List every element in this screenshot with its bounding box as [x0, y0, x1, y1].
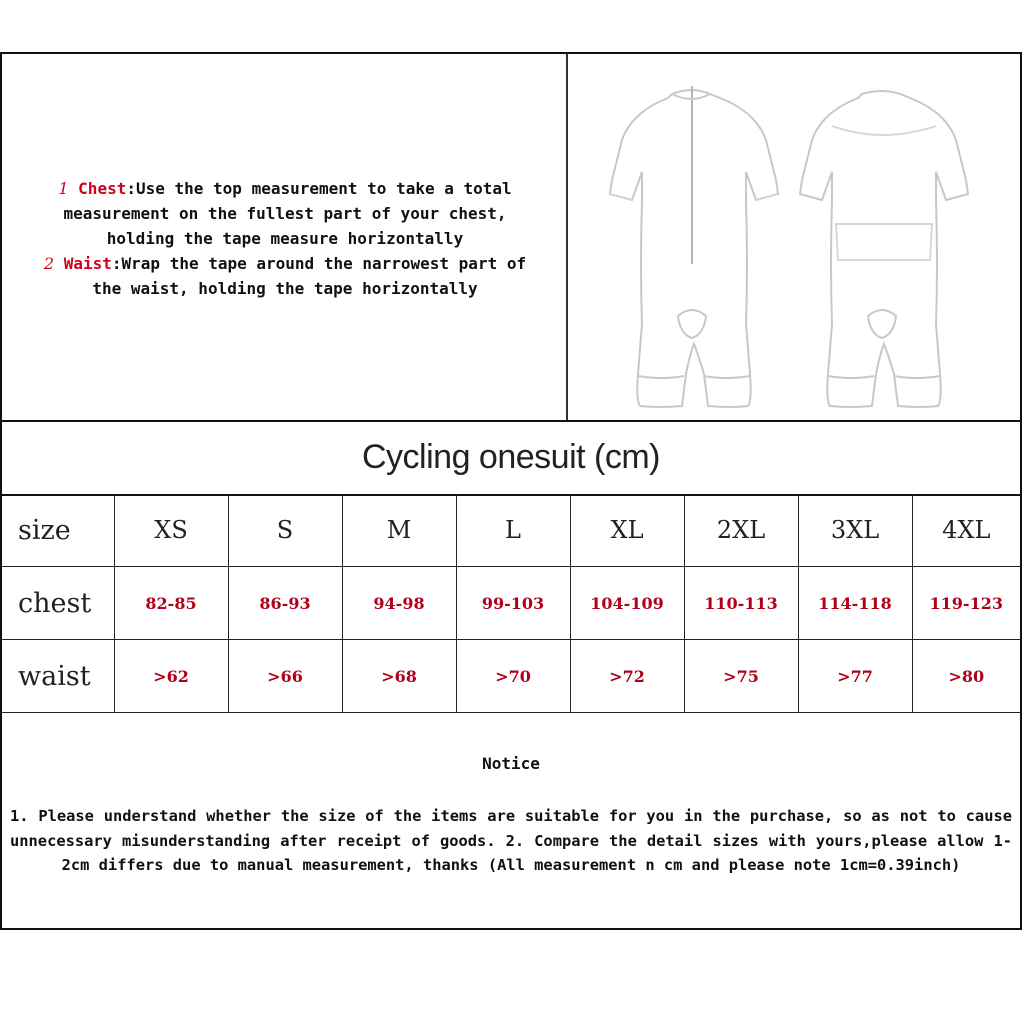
row-label-chest: chest	[2, 567, 114, 640]
chest-text-1: :Use the top measurement to take a total	[126, 179, 512, 198]
notice-title: Notice	[482, 754, 540, 773]
top-section	[2, 54, 1020, 422]
chart-title: Cycling onesuit (cm)	[362, 438, 660, 476]
size-header-2xl: 2XL	[684, 494, 798, 567]
product-images	[570, 54, 1020, 420]
waist-text-2: the waist, holding the tape horizontally	[92, 279, 478, 298]
chest-text-3: holding the tape measure horizontally	[106, 229, 464, 248]
waist-text-1: :Wrap the tape around the narrowest part of	[111, 254, 527, 273]
chest-number: 1	[58, 179, 69, 198]
notice-body: 1. Please understand whether the size of the items are suitable for you in the purchase, so as not to cause unnecessary misunderstanding after receipt of goods. 2. Compare the detail sizes with yours,please allow 1-2cm differs due to manual measurement, thanks (All measurement n cm and please note 1cm=0.39inch)	[10, 807, 1012, 874]
table-row-size	[2, 494, 1020, 567]
chest-value-m: 94-98	[342, 567, 456, 640]
chest-text-2: measurement on the fullest part of your chest,	[63, 204, 507, 223]
chest-value-4xl: 119-123	[912, 567, 1020, 640]
measurement-instructions	[2, 54, 568, 420]
onesuit-front-back-illustration	[570, 54, 1020, 420]
waist-value-3xl: >77	[798, 640, 912, 713]
waist-value-xs: >62	[114, 640, 228, 713]
waist-value-l: >70	[456, 640, 570, 713]
notice-section	[2, 714, 1020, 928]
waist-label: Waist	[63, 254, 112, 273]
size-header-3xl: 3XL	[798, 494, 912, 567]
size-header-xs: XS	[114, 494, 228, 567]
waist-line-1	[2, 254, 568, 273]
onesuit-back-image	[800, 91, 968, 407]
chest-value-l: 99-103	[456, 567, 570, 640]
waist-value-4xl: >80	[912, 640, 1020, 713]
chest-value-s: 86-93	[228, 567, 342, 640]
size-header-s: S	[228, 494, 342, 567]
size-header-m: M	[342, 494, 456, 567]
chest-value-2xl: 110-113	[684, 567, 798, 640]
chart-title-row	[2, 420, 1020, 496]
waist-value-2xl: >75	[684, 640, 798, 713]
size-table	[2, 494, 1020, 713]
chest-value-xs: 82-85	[114, 567, 228, 640]
size-header-xl: XL	[570, 494, 684, 567]
size-header-l: L	[456, 494, 570, 567]
row-label-waist: waist	[2, 640, 114, 713]
table-row-waist	[2, 640, 1020, 713]
chest-label: Chest	[78, 179, 127, 198]
size-header-4xl: 4XL	[912, 494, 1020, 567]
row-label-size: size	[2, 494, 114, 567]
chest-value-3xl: 114-118	[798, 567, 912, 640]
chest-value-xl: 104-109	[570, 567, 684, 640]
waist-value-s: >66	[228, 640, 342, 713]
size-chart	[0, 52, 1022, 930]
onesuit-front-image	[610, 86, 778, 407]
waist-value-m: >68	[342, 640, 456, 713]
table-row-chest	[2, 567, 1020, 640]
chest-line-1	[2, 179, 568, 198]
waist-value-xl: >72	[570, 640, 684, 713]
waist-number: 2	[43, 254, 55, 273]
